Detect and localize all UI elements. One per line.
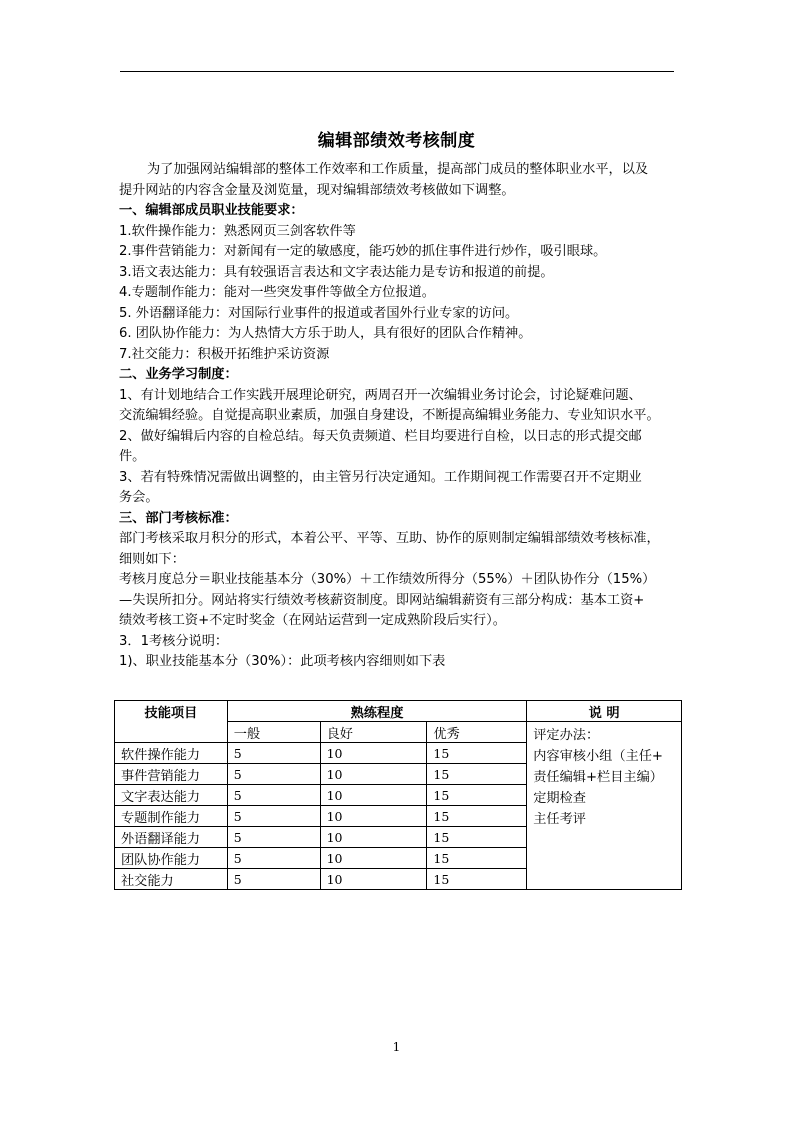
score-good: 10 (320, 848, 427, 869)
section-2-heading: 二、业务学习制度： (119, 367, 238, 382)
note-line: 定期检查 (533, 791, 586, 806)
level-excellent: 优秀 (427, 722, 527, 743)
score-excellent: 15 (427, 785, 527, 806)
score-general: 5 (227, 827, 320, 848)
study-rule-3-line-2: 务会。 (119, 490, 159, 505)
note-line: 主任考评 (533, 812, 586, 827)
score-good: 10 (320, 764, 427, 785)
skill-name: 外语翻译能力 (115, 827, 228, 848)
score-good: 10 (320, 785, 427, 806)
score-excellent: 15 (427, 743, 527, 764)
page-number: 1 (392, 1040, 401, 1054)
section-1-heading: 一、编辑部成员职业技能要求： (119, 203, 304, 218)
score-excellent: 15 (427, 827, 527, 848)
study-rule-1-line-1: 1、有计划地结合工作实践开展理论研究，两周召开一次编辑业务讨论会，讨论疑难问题、 (119, 387, 642, 403)
score-excellent: 15 (427, 764, 527, 785)
intro-line-1: 为了加强网站编辑部的整体工作效率和工作质量，提高部门成员的整体职业水平，以及 (147, 162, 649, 177)
score-good: 10 (320, 869, 427, 890)
skill-name: 专题制作能力 (115, 806, 228, 827)
skill-name: 事件营销能力 (115, 764, 228, 785)
study-rule-1-line-2: 交流编辑经验。自觉提高职业素质，加强自身建设，不断提高编辑业务能力、专业知识水平。 (119, 408, 660, 423)
level-general: 一般 (227, 722, 320, 743)
header-proficiency: 熟练程度 (227, 701, 526, 722)
standard-line-2: 细则如下： (119, 551, 185, 567)
header-note: 说 明 (527, 701, 682, 722)
score-good: 10 (320, 806, 427, 827)
note-line: 评定办法： (533, 728, 600, 743)
section-3-heading: 三、部门考核标准： (119, 510, 238, 526)
score-general: 5 (227, 806, 320, 827)
study-rule-2-line-1: 2、做好编辑后内容的自检总结。每天负责频道、栏目均要进行自检，以日志的形式提交邮 (119, 428, 642, 444)
skill-requirement-6: 6. 团队协作能力：为人热情大方乐于助人，具有很好的团队合作精神。 (119, 326, 532, 341)
skill-score-table (114, 700, 682, 890)
skill-requirement-7: 7.社交能力：积极开拓维护采访资源 (119, 346, 330, 362)
skill-requirement-4: 4.专题制作能力：能对一些突发事件等做全方位报道。 (119, 285, 435, 300)
study-rule-2-line-2: 件。 (119, 449, 146, 464)
evaluation-note (527, 722, 682, 890)
note-line: 内容审核小组（主任+ (533, 749, 663, 764)
standard-line-1: 部门考核采取月积分的形式，本着公平、平等、互助、协作的原则制定编辑部绩效考核标准， (119, 531, 660, 546)
skill-requirement-3: 3.语文表达能力：具有较强语言表达和文字表达能力是专访和报道的前提。 (119, 264, 554, 280)
skill-name: 团队协作能力 (115, 848, 228, 869)
standard-line-6: 3．1考核分说明： (119, 633, 229, 649)
score-general: 5 (227, 785, 320, 806)
standard-line-3: 考核月度总分＝职业技能基本分（30%）＋工作绩效所得分（55%）＋团队协作分（15%） (119, 572, 656, 587)
score-general: 5 (227, 869, 320, 890)
score-good: 10 (320, 827, 427, 848)
skill-name: 文字表达能力 (115, 785, 228, 806)
skill-requirement-1: 1.软件操作能力：熟悉网页三剑客软件等 (119, 223, 356, 239)
page-title: 编辑部绩效考核制度 (317, 131, 476, 151)
score-excellent: 15 (427, 848, 527, 869)
standard-line-7: 1)、职业技能基本分（30%）：此项考核内容细则如下表 (119, 654, 446, 669)
score-good: 10 (320, 743, 427, 764)
study-rule-3-line-1: 3、若有特殊情况需做出调整的，由主管另行决定通知。工作期间视工作需要召开不定期业 (119, 469, 642, 485)
header-rule (120, 71, 674, 72)
score-excellent: 15 (427, 806, 527, 827)
skill-requirement-5: 5. 外语翻译能力：对国际行业事件的报道或者国外行业专家的访问。 (119, 305, 519, 321)
document-body (119, 160, 679, 673)
score-general: 5 (227, 743, 320, 764)
score-excellent: 15 (427, 869, 527, 890)
skill-requirement-2: 2.事件营销能力：对新闻有一定的敏感度，能巧妙的抓住事件进行炒作，吸引眼球。 (119, 244, 607, 259)
skill-name: 软件操作能力 (115, 743, 228, 764)
skill-name: 社交能力 (115, 869, 228, 890)
header-skill: 技能项目 (115, 701, 228, 743)
note-line: 责任编辑+栏目主编） (533, 770, 663, 785)
score-general: 5 (227, 848, 320, 869)
table-header-row (115, 701, 682, 722)
level-good: 良好 (320, 722, 427, 743)
standard-line-5: 绩效考核工资+不定时奖金（在网站运营到一定成熟阶段后实行）。 (119, 613, 506, 628)
intro-line-2: 提升网站的内容含金量及浏览量，现对编辑部绩效考核做如下调整。 (119, 182, 515, 198)
score-general: 5 (227, 764, 320, 785)
standard-line-4: —失误所扣分。网站将实行绩效考核薪资制度。即网站编辑薪资有三部分构成：基本工资+ (119, 592, 645, 608)
